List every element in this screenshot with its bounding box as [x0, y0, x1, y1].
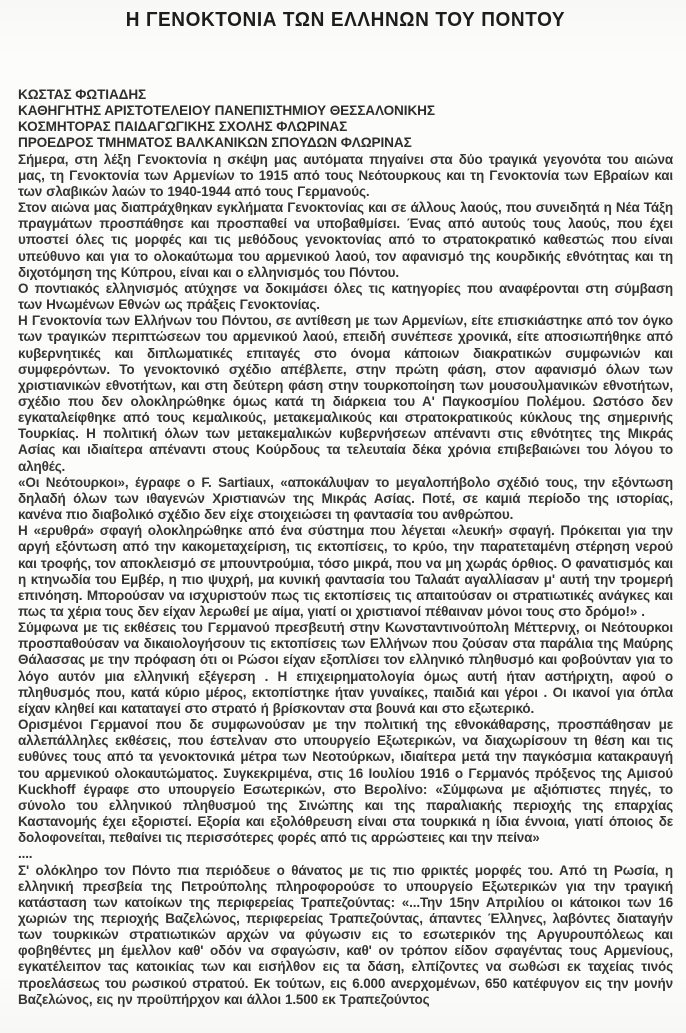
author-title-dean: ΚΟΣΜΗΤΟΡΑΣ ΠΑΙΔΑΓΩΓΙΚΗΣ ΣΧΟΛΗΣ ΦΛΩΡΙΝΑΣ: [18, 118, 348, 134]
page-title: Η ΓΕΝΟΚΤΟΝΙΑ ΤΩΝ ΕΛΛΗΝΩΝ ΤΟΥ ΠΟΝΤΟΥ: [125, 9, 566, 32]
paragraph: Σήμερα, στη λέξη Γενοκτονία η σκέψη μας αυτόματα πηγαίνει στα δύο τραγικά γεγονότα του αιώνα μας, τη Γενοκτονία των Αρμενίων το 1915 από τους Νεότουρκους και τη Γενοκτονία των Εβραίων και των σλαβικών λαών το 1940-1944 από τους Γερμανούς.: [18, 151, 673, 199]
paragraph: Η «ερυθρά» σφαγή ολοκληρώθηκε από ένα σύστημα που λέγεται «λευκή» σφαγή. Πρόκειται για την αργή εξόντωση από την κακομεταχείριση, τις εκτοπίσεις, το κρύο, την παρατεταμένη στέρηση νερού και τροφής, τον αποκλεισμό σε μπουντρούμια, τόσο μικρά, που να μη χωράς όρθιος. Ο φανατισμός και η κτηνωδία του Εμβέρ, η πιο ψυχρή, μα κυνική φαντασία του Ταλαάτ αγαλλίασαν μ' αυτή την τρομερή επινόηση. Μπορούσαν να ισχυριστούν πως τις εκτοπίσεις τις απαιτούσαν οι στρατιωτικές ανάγκες και πως τα χέρια τους δεν είχαν λερωθεί με αίμα, γιατί οι χριστιανοί πέθαιναν μόνοι τους στο δρόμο!» .: [18, 523, 673, 619]
author-title-professor: ΚΑΘΗΓΗΤΗΣ ΑΡΙΣΤΟΤΕΛΕΙΟΥ ΠΑΝΕΠΙΣΤΗΜΙΟΥ ΘΕΣΣΑΛΟΝΙΚΗΣ: [18, 102, 435, 118]
body-text: [18, 152, 673, 1008]
paragraph: «Οι Νεότουρκοι», έγραφε ο F. Sartiaux, «αποκάλυψαν το μεγαλοπήβολο σχέδιό τους, την εξόντωση δηλαδή όλων των ιθαγενών Χριστιανών της Μικράς Ασίας. Ποτέ, σε καμιά περίοδο της ιστορίας, κανένα πιο διαβολικό σχέδιο δεν είχε στοιχειώσει τη φαντασία του ανθρώπου.: [18, 474, 673, 523]
paragraph: Στον αιώνα μας διαπράχθηκαν εγκλήματα Γενοκτονίας και σε άλλους λαούς, που συνειδητά η Νέα Τάξη πραγμάτων προσπάθησε και προσπαθεί να υποβαθμίσει. Ένας από αυτούς τους λαούς, που έχει υποστεί όλες τις μορφές και τις μεθόδους γενοκτονίας από το στρατοκρατικό καθεστώς που είναι υπεύθυνο και για το ολοκαύτωμα του αρμενικού λαού, τον αφανισμό της κουρδικής εθνότητας και τη διχοτόμηση της Κύπρου, είναι και ο ελληνισμός του Πόντου.: [18, 200, 673, 280]
paragraph: ....: [18, 846, 33, 862]
paragraph: Η Γενοκτονία των Ελλήνων του Πόντου, σε αντίθεση με των Αρμενίων, είτε επισκιάστηκε από τον όγκο των τραγικών περιπτώσεων του αρμενικού λαού, επειδή συνέπεσε χρονικά, είτε αποσιωπήθηκε από κυβερνητικές και διπλωματικές επιταγές στο όνομα κάποιων διακρατικών συμφωνιών και συμφερόντων. Το γενοκτονικό σχέδιο απέβλεπε, στην πρώτη φάση, στον αφανισμό όλων των χριστιανικών εθνοτήτων, και στη δεύτερη φάση στην τουρκοποίηση των μουσουλμανικών εθνοτήτων, σχέδιο που δεν ολοκληρώθηκε όμως κατά τη διάρκεια του Α' Παγκοσμίου Πολέμου. Ωστόσο δεν εγκαταλείφθηκε από τους κεμαλικούς, μετακεμαλικούς και στρατοκρατικούς κύκλους της σημερινής Τουρκίας. Η πολιτική όλων των μετακεμαλικών κυβερνήσεων απέναντι στις εθνότητες της Μικράς Ασίας και ιδιαίτερα απέναντι στους Κούρδους τα τελευταία δέκα χρόνια επιβεβαιώνει του λόγου το αληθές.: [18, 313, 673, 474]
paragraph: Σύμφωνα με τις εκθέσεις του Γερμανού πρεσβευτή στην Κωνσταντινούπολη Μέττερνιχ, οι Νεότουρκοι προσπαθούσαν να δικαιολογήσουν τις εκτοπίσεις των Ελλήνων που ζούσαν στα παράλια της Μαύρης Θάλασσας με την πρόφαση ότι οι Ρώσοι είχαν εξοπλίσει τον ελληνικό πληθυσμό και φοβούνταν για το λόγο αυτόν μια ελληνική εξέγερση . Η επιχειρηματολογία όμως αυτή ήταν αστήριχτη, αφού ο πληθυσμός που, κατά κύριο μέρος, εκτοπίστηκε ήταν γυναίκες, παιδιά και γέροι . Οι ικανοί για όπλα είχαν κληθεί και καταταγεί στο στρατό ή βρίσκονταν στα βουνά και στο εξωτερικό.: [18, 620, 673, 716]
author-title-president: ΠΡΟΕΔΡΟΣ ΤΜΗΜΑΤΟΣ ΒΑΛΚΑΝΙΚΩΝ ΣΠΟΥΔΩΝ ΦΛΩΡΙΝΑΣ: [18, 134, 412, 150]
author-name: ΚΩΣΤΑΣ ΦΩΤΙΑΔΗΣ: [18, 87, 147, 102]
paragraph: Σ' ολόκληρο τον Πόντο πια περιόδευε ο θάνατος με τις πιο φρικτές μορφές του. Από τη Ρωσία, η ελληνική πρεσβεία της Πετρούπολης πληροφορούσε το υπουργείο Εξωτερικών για την τραγική κατάσταση των κατοίκων της περιφερείας Τραπεζούντας: «...Την 15ην Απριλίου οι κάτοικοι των 16 χωριών της περιοχής Βαζελώνος, περιφερείας Τραπεζούντας, άπαντες Έλληνες, λαβόντες διαταγήν των τουρκικών στρατιωτικών αρχών να φύγωσιν εις το εσωτερικόν της Αργυρουπόλεως και φοβηθέντες μη έμελλον καθ' οδόν να σφαγώσιν, καθ' ον τρόπον είδον σφαγέντας τους Αρμενίους, εγκατέλειπον τας κατοικίας των και εισήλθον εις τα δάση, ελπίζοντες να σωθώσι εκ ταχείας τινός προελάσεως του ρωσικού στρατού. Εκ τούτων, εις 6.000 ανερχομένων, 650 κατέφυγον εις την μονήν Βαζελώνος, εις ην προϋπήρχον και άλλοι 1.500 εκ Τραπεζούντος: [18, 862, 673, 1007]
paragraph: Ορισμένοι Γερμανοί που δε συμφωνούσαν με την πολιτική της εθνοκάθαρσης, προσπάθησαν με αλλεπάλληλες εκθέσεις, που έστελναν στο υπουργείο Εξωτερικών, να διαχωρίσουν τη θέση και τις ευθύνες τους από τα γενοκτονικά μέτρα των Νεοτούρκων, ιδιαίτερα μετά την παγκόσμια κατακραυγή του αρμενικού ολοκαυτώματος. Συγκεκριμένα, στις 16 Ιουλίου 1916 ο Γερμανός πρόξενος της Αμισού Kuckhoff έγραφε στο υπουργείο Εσωτερικών, στο Βερολίνο: «Σύμφωνα με αξιόπιστες πηγές, το σύνολο του ελληνικού πληθυσμού της Σινώπης και της παραλιακής περιοχής της επαρχίας Καστανομής έχει εξοριστεί. Εξορία και εξολόθρευση είναι στα τουρκικά η ίδια έννοια, γιατί όποιος δε δολοφονείται, πεθαίνει τις περισσότερες φορές από τις αρρώστειες και την πείνα»: [18, 717, 673, 846]
paragraph: Ο ποντιακός ελληνισμός ατύχησε να δοκιμάσει όλες τις κατηγορίες που αναφέρονται στη σύμβαση των Ηνωμένων Εθνών ως πράξεις Γενοκτονίας.: [18, 280, 673, 313]
author-block: [18, 87, 673, 151]
